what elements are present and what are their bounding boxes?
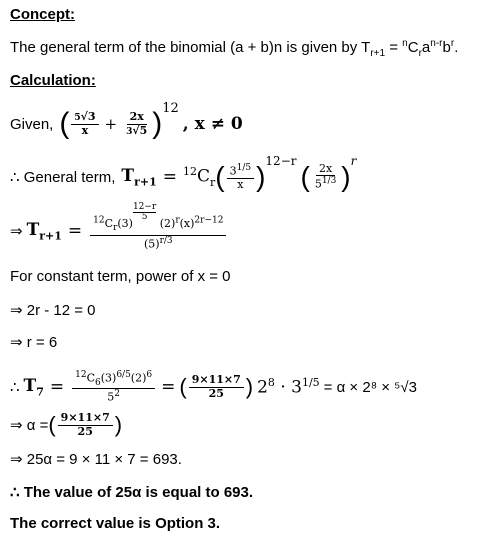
tr1-expression: ⇒ $T_{r+1}$ = $^{12}C_r(3)$ $\frac{12-r}{5}$ $(2)^r(x)^{2r-12}$ $(5)^{r/3}$ <box>10 203 228 259</box>
concept-eq: = <box>385 39 403 56</box>
result-25alpha: ⇒ 25α = 9 × 11 × 7 = 693. <box>10 451 182 468</box>
tr1-frac: $^{12}C_r(3)$ $\frac{12-r}{5}$ $(2)^r(x)^{2r-12}$ $(5)^{r/3}$ <box>90 211 226 252</box>
concept-sub-r: r <box>418 48 422 59</box>
given-condition: , x ≠ 0 <box>182 114 243 134</box>
concept-statement <box>10 38 458 59</box>
constant-term-note: For constant term, power of x = 0 <box>10 268 231 285</box>
alpha-frac: $\frac{9\times 11\times 7}{25}$ <box>58 412 113 438</box>
given-frac-2: $\frac{2x}{3√5}$ <box>126 109 148 137</box>
general-term-label: ∴ General term, <box>10 169 116 186</box>
general-term: ∴ General term, $T_{r+1}$ = $^{12}C_r$ ( $\frac{3^{1/5}}{x}$ ) 12−r ( $\frac{2x}{5^{1/3}}$ ) r <box>10 154 357 192</box>
concept-heading: Concept: <box>10 6 75 23</box>
equation-r: ⇒ r = 6 <box>10 334 58 351</box>
answer: The correct value is Option 3. <box>10 515 221 532</box>
given-expression: Given, ( $\frac{5√3}{x}$ + $\frac{2x}{3√5}$ ) 12 , x ≠ 0 <box>10 100 243 140</box>
alpha-expression: ⇒ α = ( $\frac{9\times 11\times 7}{25}$ ) <box>10 410 123 438</box>
close-paren: ) <box>152 107 163 140</box>
concept-sup-nr: n-r <box>430 38 443 49</box>
concept-c: C <box>407 39 419 56</box>
gt-frac-2: $\frac{2x}{5^{1/3}}$ <box>314 161 337 191</box>
alpha-result: = α × 2⁸ × ⁵√3 <box>323 378 417 396</box>
conclusion: ∴ The value of 25α is equal to 693. <box>10 484 254 501</box>
t7-expression: ∴ $T_7$ = $\frac{^{12}C_6(3)^{6/5}(2)^6}{5^2}$ = ( $\frac{9\times 11\times 7}{25}$ ) $2^8 \cdot 3^{1/5}$ = α × 2⁸ × ⁵√3 <box>10 369 417 404</box>
concept-sup-n: n <box>402 38 408 49</box>
concept-text: The general term of the binomial (a + b)n is given by T <box>10 39 371 56</box>
concept-end: . <box>454 39 459 56</box>
calculation-heading: Calculation: <box>10 72 96 89</box>
concept-sup-r: r <box>450 38 455 49</box>
concept-sub: r+1 <box>370 48 386 59</box>
concept-a: a <box>421 39 431 56</box>
given-frac-1: $\frac{5√3}{x}$ <box>71 111 98 137</box>
given-label: Given, <box>10 115 54 133</box>
open-paren: ( <box>59 107 70 140</box>
equation-2r: ⇒ 2r - 12 = 0 <box>10 302 96 319</box>
t7-frac: $\frac{^{12}C_6(3)^{6/5}(2)^6}{5^2}$ <box>72 370 155 404</box>
given-exponent: 12 <box>162 100 179 116</box>
alpha-label: ⇒ α = <box>10 417 49 434</box>
gt-frac-1: $\frac{3^{1/5}}{x}$ <box>227 163 254 192</box>
concept-b: b <box>442 39 451 56</box>
t7-frac-2: $\frac{9\times 11\times 7}{25}$ <box>189 374 244 400</box>
